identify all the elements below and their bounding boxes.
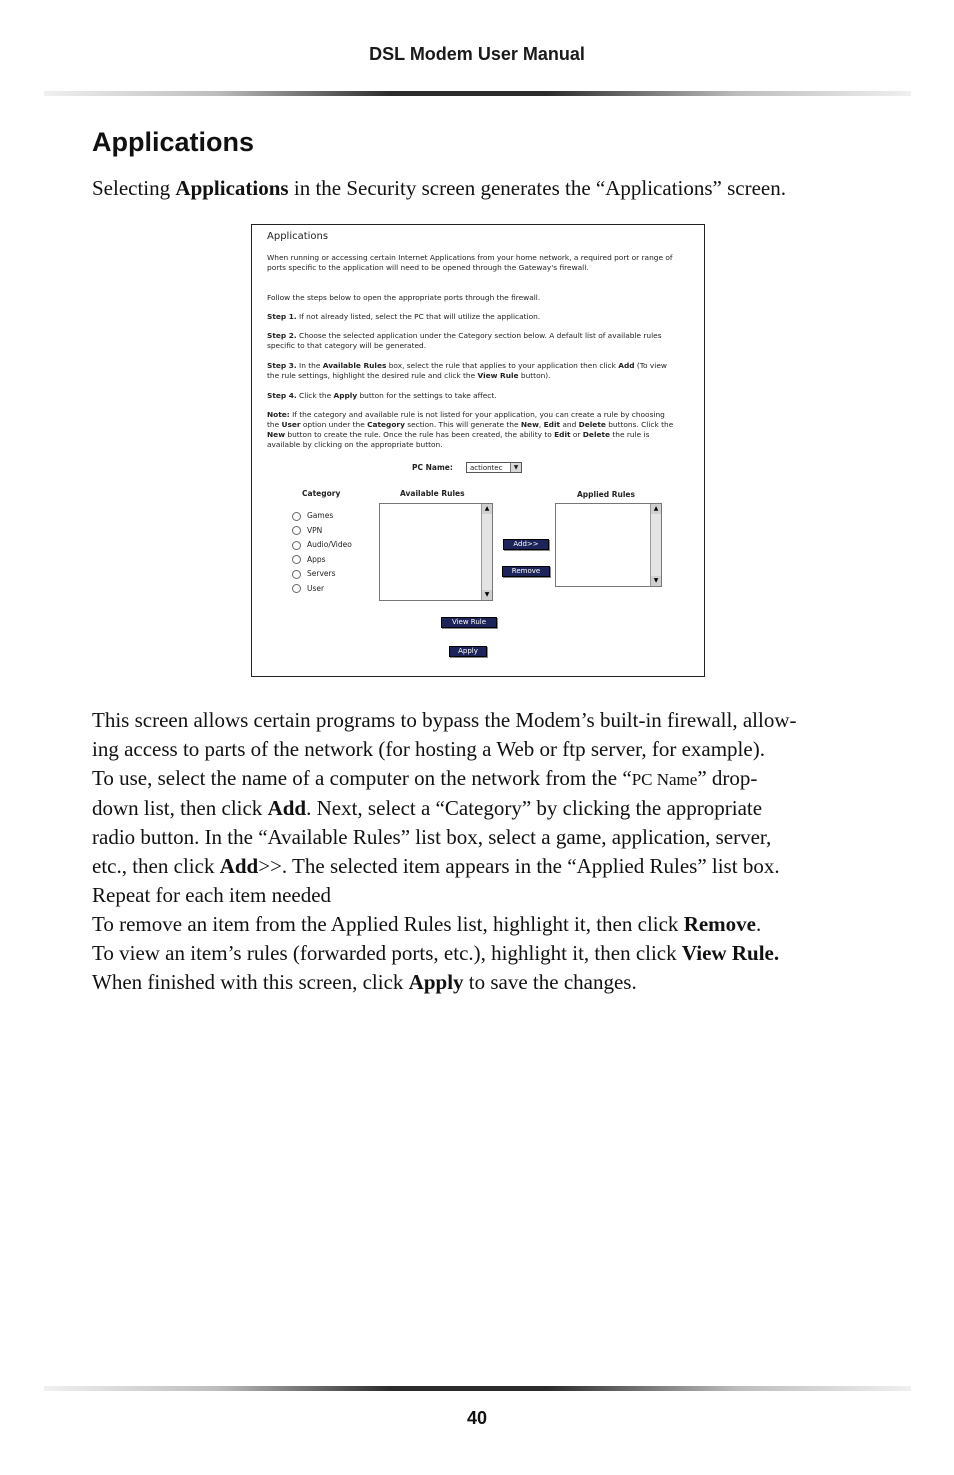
screenshot-note: Note: If the category and available rule is not listed for your application, you can create a rule by choosing the User option under the Category section. This will generate the New, Edit and Delete buttons. Click the New button to create the rule. Once the rule has been created, the ability to Edit or Delete the rule is available by clicking on the appropriate button. — [267, 410, 674, 449]
running-header: DSL Modem User Manual — [369, 44, 585, 64]
remove-button[interactable]: Remove — [502, 566, 550, 577]
view-rule-button[interactable]: View Rule — [441, 617, 497, 628]
radio-icon[interactable] — [292, 512, 301, 521]
available-rules-scrollbar[interactable] — [481, 504, 492, 600]
screenshot-step-1: Step 1. If not already listed, select the PC that will utilize the application. — [267, 312, 541, 321]
body-line: To remove an item from the Applied Rules list, highlight it, then click Remove. — [92, 912, 762, 936]
add-button[interactable]: Add>> — [503, 539, 549, 550]
screenshot-paragraph-intro: When running or accessing certain Internet Applications from your home network, a required port or range of ports specific to the application will need to be opened through the Gateway's firewall. — [267, 253, 673, 272]
pc-name-value: actiontec — [470, 464, 503, 472]
screenshot-step-4: Step 4. Click the Apply button for the settings to take affect. — [267, 391, 497, 400]
screenshot-step-2: Step 2. Choose the selected application under the Category section below. A default list of available rules specific to that category will be generated. — [267, 331, 662, 350]
body-line: etc., then click Add>>. The selected item appears in the “Applied Rules” list box. — [92, 854, 780, 878]
applications-screenshot — [251, 224, 705, 677]
scroll-down-icon[interactable]: ▼ — [651, 576, 661, 586]
category-option-vpn[interactable]: VPN — [292, 526, 352, 536]
footer-rule — [44, 1386, 911, 1391]
category-option-audio-video[interactable]: Audio/Video — [292, 540, 352, 550]
scroll-down-icon[interactable]: ▼ — [482, 590, 492, 600]
page-number: 40 — [466, 1408, 488, 1428]
screenshot-paragraph-follow: Follow the steps below to open the appropriate ports through the firewall. — [267, 293, 541, 302]
scroll-up-icon[interactable]: ▲ — [651, 504, 661, 514]
pc-name-label: PC Name: — [412, 463, 453, 472]
chevron-down-icon[interactable]: ▼ — [510, 463, 521, 472]
category-option-apps[interactable]: Apps — [292, 555, 352, 565]
header-rule — [44, 91, 911, 96]
radio-icon[interactable] — [292, 541, 301, 550]
radio-icon[interactable] — [292, 584, 301, 593]
body-line: To view an item’s rules (forwarded ports, etc.), highlight it, then click View Rule. — [92, 941, 780, 965]
screenshot-title: Applications — [267, 231, 329, 242]
body-line: down list, then click Add. Next, select a “Category” by clicking the appropriate — [92, 796, 763, 820]
available-rules-header: Available Rules — [400, 489, 465, 498]
applied-rules-scrollbar[interactable] — [650, 504, 661, 586]
available-rules-listbox[interactable] — [379, 503, 493, 601]
applied-rules-listbox[interactable] — [555, 503, 662, 587]
body-line: radio button. In the “Available Rules” list box, select a game, application, server, — [92, 825, 772, 849]
scroll-up-icon[interactable]: ▲ — [482, 504, 492, 514]
apply-button[interactable]: Apply — [449, 646, 487, 657]
body-line: Repeat for each item needed — [92, 883, 332, 907]
body-paragraph — [92, 706, 892, 997]
category-option-servers[interactable]: Servers — [292, 569, 352, 579]
body-line: When finished with this screen, click Apply to save the changes. — [92, 970, 637, 994]
category-radio-list — [292, 511, 352, 594]
screenshot-step-3: Step 3. In the Available Rules box, select the rule that applies to your application then click Add (To view the rule settings, highlight the desired rule and click the View Rule button). — [267, 361, 667, 380]
section-title: Applications — [92, 127, 255, 157]
category-option-user[interactable]: User — [292, 584, 352, 594]
pc-name-select[interactable] — [466, 462, 522, 473]
radio-icon[interactable] — [292, 570, 301, 579]
applied-rules-header: Applied Rules — [577, 490, 635, 499]
body-line: This screen allows certain programs to bypass the Modem’s built-in firewall, allow- — [92, 708, 797, 732]
body-line: To use, select the name of a computer on the network from the “PC Name” drop- — [92, 766, 758, 790]
body-line: ing access to parts of the network (for hosting a Web or ftp server, for example). — [92, 737, 765, 761]
intro-paragraph: Selecting Applications in the Security screen generates the “Applications” screen. — [92, 176, 786, 200]
radio-icon[interactable] — [292, 526, 301, 535]
category-header: Category — [302, 489, 341, 498]
radio-icon[interactable] — [292, 555, 301, 564]
category-option-games[interactable]: Games — [292, 511, 352, 521]
